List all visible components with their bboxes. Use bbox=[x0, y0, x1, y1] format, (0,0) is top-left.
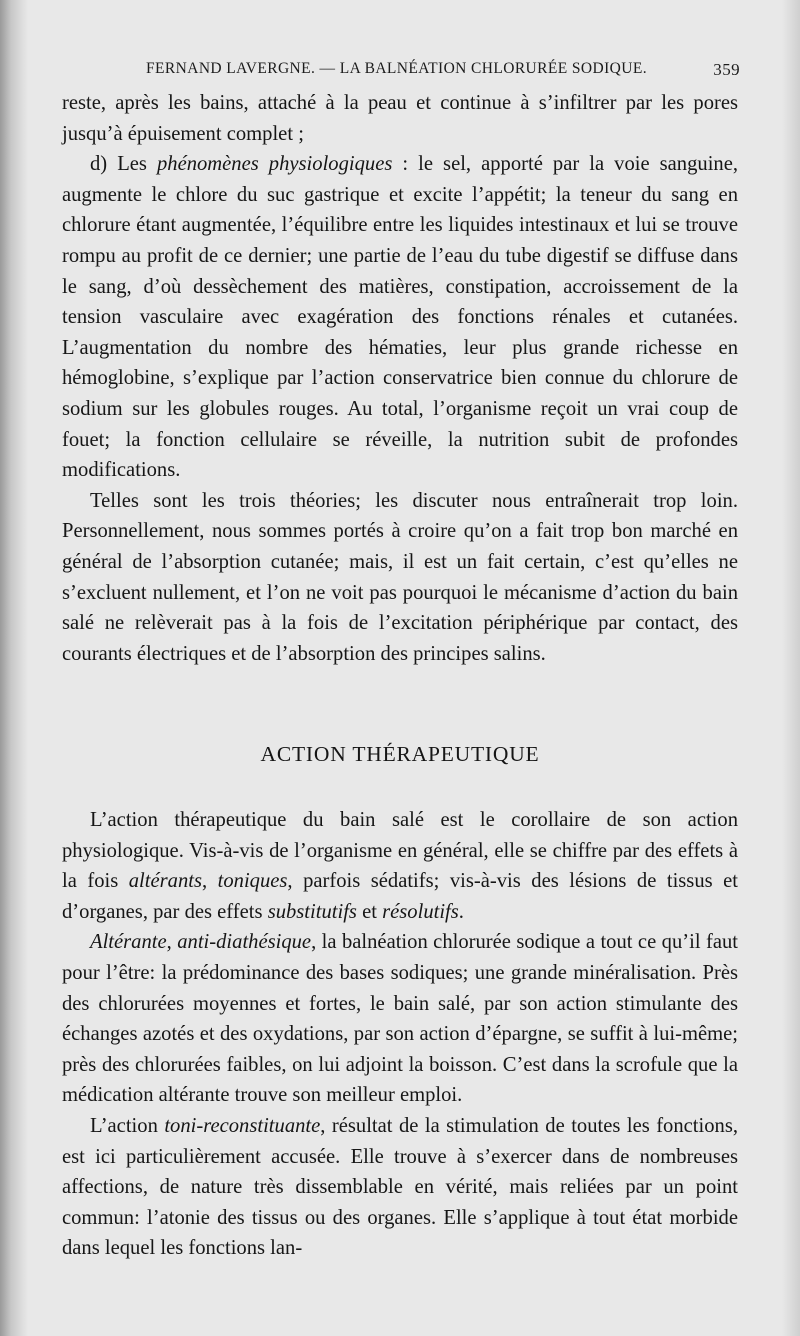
paragraph-text: , la balnéation chlorurée sodique a tout ce qu’il faut pour l’être: la prédominance des bases sodiques; une grande minéralisation. Près des chlorurées moyennes et fortes, le bain salé, par son action stimulante des échanges azotés et des oxydations, par son action d’épargne, se suffit à lui-même; près des chlorurées faibles, on lui adjoint la boisson. C’est dans la scrofule que la médication altérante trouve son meilleur emploi. bbox=[62, 931, 738, 1107]
paragraph-three-theories bbox=[62, 486, 738, 670]
section-heading: ACTION THÉRAPEUTIQUE bbox=[260, 742, 540, 766]
paragraph-toni-reconstituante bbox=[62, 1111, 738, 1264]
emphasis-text: toniques bbox=[217, 870, 288, 893]
paragraph-physiological-phenomena bbox=[62, 149, 738, 486]
paragraph-text: . bbox=[458, 900, 464, 923]
text-block-physiology bbox=[62, 88, 738, 669]
text-block-therapeutic bbox=[62, 805, 738, 1264]
paragraph-text: L’action bbox=[90, 1114, 165, 1137]
paragraph-text: : le sel, apporté par la voie sanguine, augmente le chlore du suc gastrique et excite l’appétit; la teneur du sang en chlorure étant augmentée, l’équilibre entre les liquides intestinaux et lui se trouve rompu au profit de ce dernier; une partie de l’eau du tube digestif se diffuse dans le sang, d’où dessèchement des matières, constipation, accroissement de la tension vasculaire avec exagération des fonctions rénales et cutanées. L’augmentation du nombre des hématies, leur plus grande richesse en hémoglobine, s’explique par l’action conservatrice bien connue du chlorure de sodium sur les globules rouges. Au total, l’organisme reçoit un vrai coup de fouet; la fonction cellulaire se réveille, la nutrition subit de profondes modifications. bbox=[62, 153, 738, 482]
paragraph-text: et bbox=[356, 900, 383, 923]
emphasis-text: Altérante bbox=[90, 931, 167, 954]
emphasis-text: anti-diathésique bbox=[177, 931, 312, 954]
emphasis-text: altérants bbox=[128, 870, 202, 893]
emphasis-text: phénomènes physiologiques bbox=[156, 153, 393, 176]
paragraph-text: , résultat de la stimulation de toutes les fonctions, est ici particulièrement accusée. Elle trouve à s’exercer dans de nombreuses affections, de nature très dissemblable en vérité, mais reliées par un point commun: l’atonie des tissus ou des organes. Elle s’applique à tout état morbide dans lequel les fonctions lan- bbox=[62, 1114, 738, 1260]
paragraph-text: , bbox=[166, 931, 178, 954]
emphasis-text: toni-reconstituante bbox=[164, 1114, 321, 1137]
paragraph-text: L’action thérapeutique du bain salé est le corollaire de son action physiologique. Vis-à-vis de l’organisme en général, elle se chiffre par des effets à la fois bbox=[62, 809, 738, 893]
page-number: 359 bbox=[713, 60, 740, 79]
emphasis-text: substitutifs bbox=[267, 900, 357, 923]
paragraph-text: d) Les bbox=[90, 153, 157, 176]
paragraph-text: reste, après les bains, attaché à la peau et continue à s’infiltrer par les pores jusqu’à épuisement complet ; bbox=[62, 92, 738, 145]
paragraph-therapeutic-action bbox=[62, 805, 738, 927]
paragraph-text: , parfois sédatifs; vis-à-vis des lésions de tissus et d’organes, par des effets bbox=[62, 870, 738, 923]
paragraph-text: Telles sont les trois théories; les discuter nous entraînerait trop loin. Personnellement, nous sommes portés à croire qu’on a fait trop bon marché en général de l’absorption cutanée; mais, il est un fait certain, c’est qu’elles ne s’excluent nullement, et l’on ne voit pas pourquoi le mécanisme d’action du bain salé ne relèverait pas à la fois de l’excitation périphérique par contact, des courants électriques et de l’absorption des principes salins. bbox=[62, 489, 738, 665]
running-title: FERNAND LAVERGNE. — LA BALNÉATION CHLORURÉE SODIQUE. bbox=[146, 60, 648, 77]
paragraph-alterante bbox=[62, 927, 738, 1111]
paragraph-continuation bbox=[62, 88, 738, 149]
emphasis-text: résolutifs bbox=[382, 900, 459, 923]
paragraph-text: , bbox=[201, 870, 218, 893]
